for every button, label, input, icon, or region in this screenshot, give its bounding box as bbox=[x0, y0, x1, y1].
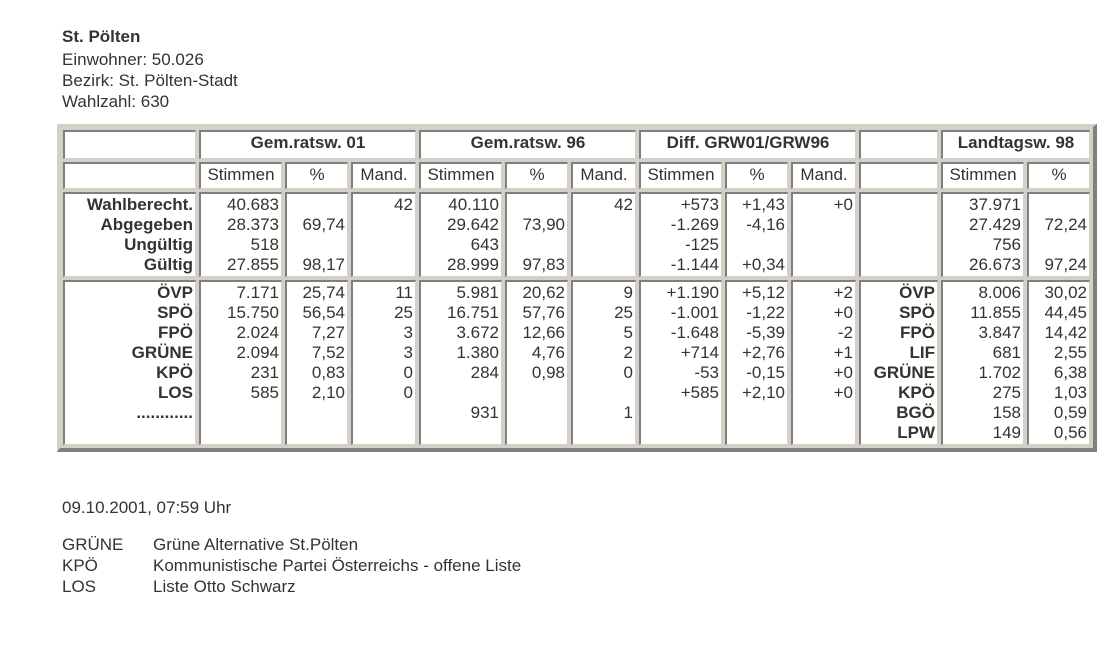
diff-mand bbox=[791, 280, 856, 445]
table-cell-value: 681 bbox=[992, 343, 1021, 362]
table-cell-value: 97,83 bbox=[522, 255, 565, 274]
table-cell-value: 98,17 bbox=[302, 255, 345, 274]
table-cell-value: +1,43 bbox=[741, 195, 785, 214]
table-cell-value: 158 bbox=[992, 403, 1021, 422]
table-cell-value: 7,27 bbox=[311, 323, 345, 342]
legend-name: Kommunistische Partei Österreichs - offene Liste bbox=[153, 556, 522, 575]
group-header-row bbox=[63, 130, 1090, 159]
group-header-ltw98: Landtagsw. 98 bbox=[941, 130, 1090, 159]
table-cell-value bbox=[423, 423, 499, 443]
subheader-stimmen: Stimmen bbox=[941, 162, 1024, 189]
table-cell-value bbox=[203, 403, 279, 423]
table-cell-value: 0 bbox=[623, 363, 633, 382]
table-cell-value: 25 bbox=[394, 303, 413, 322]
table-cell-value: 14,42 bbox=[1044, 323, 1087, 342]
grw96-pct bbox=[505, 192, 568, 277]
table-cell-value: 73,90 bbox=[522, 215, 565, 234]
table-cell-value bbox=[795, 403, 853, 423]
table-cell-value: 42 bbox=[394, 195, 413, 214]
table-cell-value: 29.642 bbox=[447, 215, 499, 234]
table-cell-value: SPÖ bbox=[899, 303, 935, 322]
subheader-pct: % bbox=[285, 162, 348, 189]
table-cell-value: 57,76 bbox=[522, 303, 565, 322]
table-cell-value: -1.001 bbox=[670, 303, 719, 322]
subheader-stimmen: Stimmen bbox=[639, 162, 722, 189]
table-cell-value: 9 bbox=[623, 283, 633, 302]
grw01-mand bbox=[351, 192, 416, 277]
table-cell-value: 231 bbox=[250, 363, 279, 382]
results-table bbox=[57, 124, 1097, 452]
table-cell-value: Ungültig bbox=[124, 235, 193, 254]
subheader-mand: Mand. bbox=[791, 162, 856, 189]
table-cell-value: +5,12 bbox=[741, 283, 785, 302]
subheader-pct: % bbox=[725, 162, 788, 189]
footer bbox=[62, 497, 521, 597]
table-cell-value: ÖVP bbox=[157, 283, 193, 302]
table-cell-value bbox=[289, 195, 345, 215]
table-cell-value: 2 bbox=[623, 343, 633, 362]
table-cell-value: 756 bbox=[992, 235, 1021, 254]
table-cell-value: 30,02 bbox=[1044, 283, 1087, 302]
grw96-mand bbox=[571, 192, 636, 277]
table-cell-value: 2,10 bbox=[311, 383, 345, 402]
empty-subheader-cell bbox=[859, 162, 938, 189]
table-cell-value: 0,59 bbox=[1053, 403, 1087, 422]
grw01-stimmen bbox=[199, 280, 282, 445]
table-cell-value: -0,15 bbox=[746, 363, 785, 382]
table-cell-value bbox=[509, 423, 565, 443]
table-cell-value: 2.094 bbox=[236, 343, 279, 362]
table-cell-value: 518 bbox=[250, 235, 279, 254]
table-cell-value: ÖVP bbox=[899, 283, 935, 302]
diff-stimmen bbox=[639, 280, 722, 445]
legend-name: Grüne Alternative St.Pölten bbox=[153, 535, 359, 554]
table-cell-value: -4,16 bbox=[746, 215, 785, 234]
empty-cell bbox=[859, 192, 938, 277]
table-cell-value bbox=[795, 215, 853, 235]
ltw98-stimmen bbox=[941, 192, 1024, 277]
table-cell-value: 1.380 bbox=[456, 343, 499, 362]
table-cell-value: Gültig bbox=[143, 255, 193, 274]
legend-item bbox=[62, 534, 521, 555]
table-cell-value: -1,22 bbox=[746, 303, 785, 322]
table-cell-value: -1.648 bbox=[670, 323, 719, 342]
table-cell-value: SPÖ bbox=[157, 303, 193, 322]
table-cell-value: 15.750 bbox=[227, 303, 279, 322]
table-cell-value: 97,24 bbox=[1044, 255, 1087, 274]
table-cell-value: -2 bbox=[837, 323, 853, 342]
table-cell-value: 0 bbox=[403, 363, 413, 382]
subheader-pct: % bbox=[1027, 162, 1090, 189]
table-cell-value: LPW bbox=[897, 423, 935, 442]
subheader-pct: % bbox=[505, 162, 568, 189]
party-labels bbox=[63, 280, 196, 445]
legend-abbr: GRÜNE bbox=[62, 535, 124, 554]
table-cell-value bbox=[729, 235, 785, 255]
diff-stimmen bbox=[639, 192, 722, 277]
diff-pct bbox=[725, 192, 788, 277]
sub-header-row bbox=[63, 162, 1090, 189]
grw96-stimmen bbox=[419, 192, 502, 277]
table-cell-value: Wahlberecht. bbox=[86, 195, 193, 214]
table-cell-value: 3.847 bbox=[978, 323, 1021, 342]
subheader-stimmen: Stimmen bbox=[419, 162, 502, 189]
table-cell-value: 27.429 bbox=[969, 215, 1021, 234]
table-cell-value: +0 bbox=[833, 195, 853, 214]
table-cell-value: +573 bbox=[680, 195, 719, 214]
table-cell-value: 28.373 bbox=[227, 215, 279, 234]
table-cell-value: 37.971 bbox=[969, 195, 1021, 214]
table-cell-value: +0 bbox=[833, 363, 853, 382]
summary-row bbox=[63, 192, 1090, 277]
table-cell-value: 0,98 bbox=[531, 363, 565, 382]
group-header-diff: Diff. GRW01/GRW96 bbox=[639, 130, 856, 159]
table-cell-value: +2,10 bbox=[741, 383, 785, 402]
table-cell-value: -1.269 bbox=[670, 215, 719, 234]
table-cell-value bbox=[729, 403, 785, 423]
table-cell-value: 20,62 bbox=[522, 283, 565, 302]
table-cell-value: 7,52 bbox=[311, 343, 345, 362]
party-row bbox=[63, 280, 1090, 445]
district: Bezirk: St. Pölten-Stadt bbox=[62, 71, 238, 90]
table-cell-value bbox=[643, 423, 719, 443]
table-cell-value: 26.673 bbox=[969, 255, 1021, 274]
ltw98-pct bbox=[1027, 192, 1090, 277]
table-cell-value: GRÜNE bbox=[873, 363, 935, 382]
table-cell-value: 275 bbox=[992, 383, 1021, 402]
table-cell-value: 69,74 bbox=[302, 215, 345, 234]
table-cell-value: FPÖ bbox=[158, 323, 193, 342]
table-cell-value bbox=[643, 403, 719, 423]
legend-item bbox=[62, 555, 521, 576]
table-cell-value: 5.981 bbox=[456, 283, 499, 302]
table-cell-value bbox=[67, 423, 193, 443]
table-cell-value: 44,45 bbox=[1044, 303, 1087, 322]
table-cell-value bbox=[509, 403, 565, 423]
table-cell-value bbox=[355, 235, 413, 255]
municipality-title: St. Pölten bbox=[62, 27, 141, 46]
table-cell-value: 284 bbox=[470, 363, 499, 382]
table-cell-value bbox=[1031, 235, 1087, 255]
table-cell-value bbox=[355, 403, 413, 423]
table-cell-value bbox=[509, 235, 565, 255]
empty-header-cell bbox=[63, 130, 196, 159]
table-cell-value: 643 bbox=[470, 235, 499, 254]
table-cell-value: +1.190 bbox=[666, 283, 719, 302]
table-cell-value: BGÖ bbox=[896, 403, 935, 422]
table-cell-value: +585 bbox=[680, 383, 719, 402]
table-cell-value: LOS bbox=[158, 383, 193, 402]
table-cell-value bbox=[729, 423, 785, 443]
timestamp: 09.10.2001, 07:59 Uhr bbox=[62, 498, 232, 517]
grw01-mand bbox=[351, 280, 416, 445]
table-cell-value: +0 bbox=[833, 383, 853, 402]
table-cell-value: 585 bbox=[250, 383, 279, 402]
table-cell-value bbox=[289, 235, 345, 255]
table-cell-value: 25,74 bbox=[302, 283, 345, 302]
table-cell-value bbox=[423, 383, 499, 403]
table-cell-value: KPÖ bbox=[156, 363, 193, 382]
table-cell-value: ............ bbox=[136, 403, 193, 422]
table-cell-value bbox=[509, 383, 565, 403]
table-cell-value: 25 bbox=[614, 303, 633, 322]
table-cell-value bbox=[575, 255, 633, 275]
group-header-grw01: Gem.ratsw. 01 bbox=[199, 130, 416, 159]
table-cell-value: -125 bbox=[684, 235, 719, 254]
table-cell-value: 4,76 bbox=[531, 343, 565, 362]
table-cell-value: 3.672 bbox=[456, 323, 499, 342]
table-cell-value bbox=[289, 403, 345, 423]
legend-abbr: KPÖ bbox=[62, 556, 98, 575]
table-cell-value: 16.751 bbox=[447, 303, 499, 322]
diff-mand bbox=[791, 192, 856, 277]
table-cell-value: GRÜNE bbox=[131, 343, 193, 362]
table-cell-value: 1 bbox=[623, 403, 633, 422]
grw01-pct bbox=[285, 192, 348, 277]
table-cell-value: 42 bbox=[614, 195, 633, 214]
table-cell-value: -5,39 bbox=[746, 323, 785, 342]
table-cell-value: 5 bbox=[623, 323, 633, 342]
table-cell-value: 1,03 bbox=[1053, 383, 1087, 402]
table-cell-value: 931 bbox=[470, 403, 499, 422]
table-cell-value bbox=[355, 423, 413, 443]
table-cell-value: 27.855 bbox=[227, 255, 279, 274]
ltw98-pct bbox=[1027, 280, 1090, 445]
table-cell-value bbox=[575, 423, 633, 443]
subheader-mand: Mand. bbox=[571, 162, 636, 189]
table-cell-value: LIF bbox=[909, 343, 935, 362]
table-cell-value: 12,66 bbox=[522, 323, 565, 342]
table-cell-value: +1 bbox=[833, 343, 853, 362]
table-cell-value: 40.683 bbox=[227, 195, 279, 214]
table-cell-value bbox=[355, 215, 413, 235]
ltw98-party-labels bbox=[859, 280, 938, 445]
diff-pct bbox=[725, 280, 788, 445]
table-cell-value: 28.999 bbox=[447, 255, 499, 274]
table-cell-value: -1.144 bbox=[670, 255, 719, 274]
subheader-mand: Mand. bbox=[351, 162, 416, 189]
table-cell-value: 1.702 bbox=[978, 363, 1021, 382]
group-header-grw96: Gem.ratsw. 96 bbox=[419, 130, 636, 159]
table-cell-value: 0 bbox=[403, 383, 413, 402]
table-cell-value bbox=[795, 423, 853, 443]
population: Einwohner: 50.026 bbox=[62, 50, 204, 69]
table-cell-value bbox=[575, 235, 633, 255]
table-cell-value: 6,38 bbox=[1053, 363, 1087, 382]
ltw98-stimmen bbox=[941, 280, 1024, 445]
empty-subheader-cell bbox=[63, 162, 196, 189]
municipality-header bbox=[62, 26, 238, 112]
table-cell-value: 72,24 bbox=[1044, 215, 1087, 234]
table-cell-value: +0 bbox=[833, 303, 853, 322]
table-cell-value: 40.110 bbox=[448, 195, 499, 214]
table-cell-value: 149 bbox=[992, 423, 1021, 442]
grw01-pct bbox=[285, 280, 348, 445]
grw96-stimmen bbox=[419, 280, 502, 445]
table-cell-value bbox=[289, 423, 345, 443]
table-cell-value: FPÖ bbox=[900, 323, 935, 342]
quota: Wahlzahl: 630 bbox=[62, 92, 170, 111]
legend-name: Liste Otto Schwarz bbox=[153, 577, 296, 596]
table-cell-value: 8.006 bbox=[978, 283, 1021, 302]
table-cell-value bbox=[575, 383, 633, 403]
table-cell-value bbox=[1031, 195, 1087, 215]
grw01-stimmen bbox=[199, 192, 282, 277]
summary-labels bbox=[63, 192, 196, 277]
subheader-stimmen: Stimmen bbox=[199, 162, 282, 189]
table-cell-value: 0,56 bbox=[1053, 423, 1087, 442]
legend-item bbox=[62, 576, 521, 597]
table-cell-value: 7.171 bbox=[236, 283, 279, 302]
table-cell-value bbox=[795, 255, 853, 275]
table-cell-value bbox=[509, 195, 565, 215]
table-cell-value: Abgegeben bbox=[100, 215, 193, 234]
table-cell-value bbox=[795, 235, 853, 255]
table-cell-value: -53 bbox=[694, 363, 719, 382]
table-cell-value: 11.855 bbox=[970, 303, 1021, 322]
table-cell-value: +0,34 bbox=[741, 255, 785, 274]
table-cell-value bbox=[355, 255, 413, 275]
table-cell-value: 3 bbox=[403, 323, 413, 342]
table-cell-value: 56,54 bbox=[302, 303, 345, 322]
empty-header-cell bbox=[859, 130, 938, 159]
table-cell-value: 0,83 bbox=[311, 363, 345, 382]
table-cell-value: 2,55 bbox=[1053, 343, 1087, 362]
table-cell-value: +2,76 bbox=[741, 343, 785, 362]
table-cell-value: 2.024 bbox=[236, 323, 279, 342]
grw96-pct bbox=[505, 280, 568, 445]
table-cell-value bbox=[575, 215, 633, 235]
grw96-mand bbox=[571, 280, 636, 445]
table-cell-value: +714 bbox=[680, 343, 719, 362]
table-cell-value bbox=[203, 423, 279, 443]
legend-abbr: LOS bbox=[62, 577, 97, 596]
table-cell-value: KPÖ bbox=[898, 383, 935, 402]
table-cell-value: 3 bbox=[403, 343, 413, 362]
table-cell-value: +2 bbox=[833, 283, 853, 302]
table-cell-value: 11 bbox=[395, 283, 413, 302]
